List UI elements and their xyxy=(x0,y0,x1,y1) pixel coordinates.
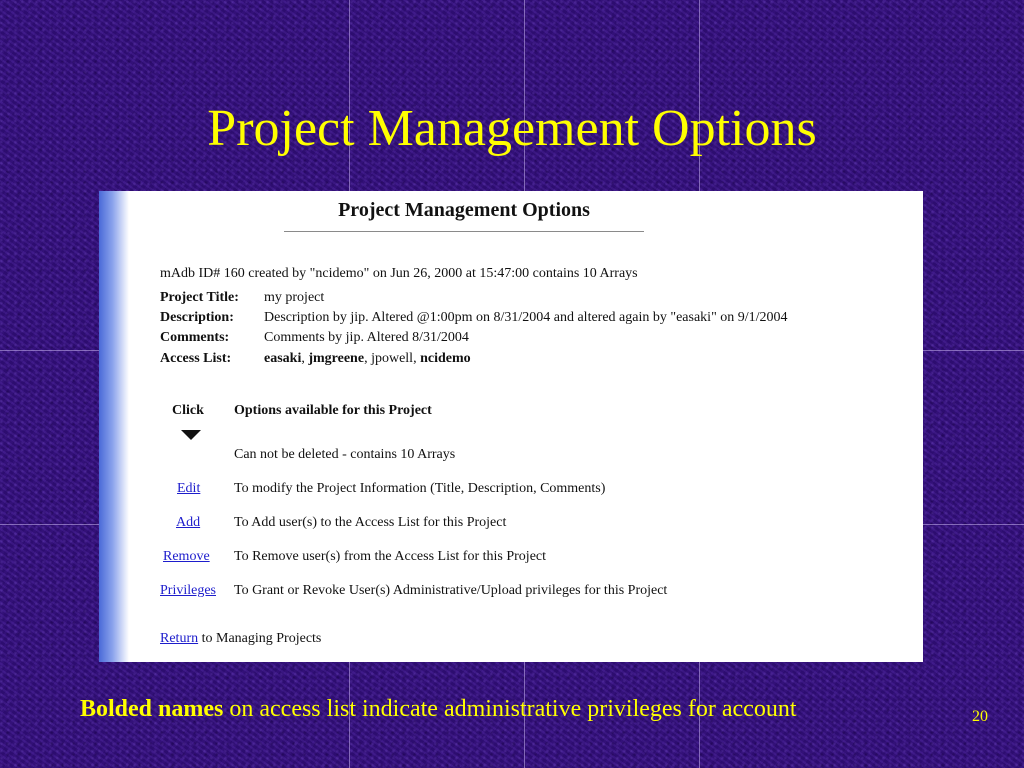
access-separator: , xyxy=(413,351,421,366)
privileges-link[interactable]: Privileges xyxy=(160,583,216,598)
add-link[interactable]: Add xyxy=(176,515,201,530)
privileges-description: To Grant or Revoke User(s) Administrative/Upload privileges for this Project xyxy=(234,583,668,598)
panel-heading: Project Management Options xyxy=(338,199,590,221)
delete-note: Can not be deleted - contains 10 Arrays xyxy=(234,447,456,462)
access-list-value xyxy=(264,351,471,367)
page-number: 20 xyxy=(972,708,988,725)
access-user: jpowell xyxy=(371,351,414,366)
edit-link[interactable]: Edit xyxy=(177,481,201,496)
caption-bold: Bolded names xyxy=(80,696,224,722)
slide-caption xyxy=(80,696,797,723)
slide-title: Project Management Options xyxy=(207,100,817,157)
access-user-admin: easaki xyxy=(264,351,302,366)
description-value: Description by jip. Altered @1:00pm on 8/31/2004 and altered again by "easaki" on 9/1/2004 xyxy=(264,310,788,325)
return-text: to Managing Projects xyxy=(198,631,322,646)
embedded-screenshot xyxy=(99,191,923,662)
access-list-label: Access List: xyxy=(160,351,232,366)
access-separator: , xyxy=(301,351,309,366)
remove-description: To Remove user(s) from the Access List for this Project xyxy=(234,549,547,564)
access-user-admin: ncidemo xyxy=(420,351,471,366)
edit-description: To modify the Project Information (Title, Description, Comments) xyxy=(234,481,606,496)
access-separator: , xyxy=(364,351,372,366)
heading-divider xyxy=(284,231,644,232)
remove-link[interactable]: Remove xyxy=(163,549,210,564)
options-column-header: Options available for this Project xyxy=(234,403,432,418)
comments-label: Comments: xyxy=(160,330,230,345)
description-label: Description: xyxy=(160,310,234,325)
return-line xyxy=(160,631,321,647)
project-title-label: Project Title: xyxy=(160,290,239,305)
down-arrow-icon xyxy=(181,430,201,440)
project-summary: mAdb ID# 160 created by "ncidemo" on Jun 26, 2000 at 15:47:00 contains 10 Arrays xyxy=(160,266,638,281)
return-link[interactable]: Return xyxy=(160,631,199,646)
caption-rest: on access list indicate administrative privileges for account xyxy=(223,696,797,722)
project-title-value: my project xyxy=(264,290,325,305)
click-column-header: Click xyxy=(172,403,204,418)
screenshot-edge-shade xyxy=(99,191,129,662)
comments-value: Comments by jip. Altered 8/31/2004 xyxy=(264,330,469,345)
add-description: To Add user(s) to the Access List for this Project xyxy=(234,515,507,530)
access-user-admin: jmgreene xyxy=(308,351,365,366)
